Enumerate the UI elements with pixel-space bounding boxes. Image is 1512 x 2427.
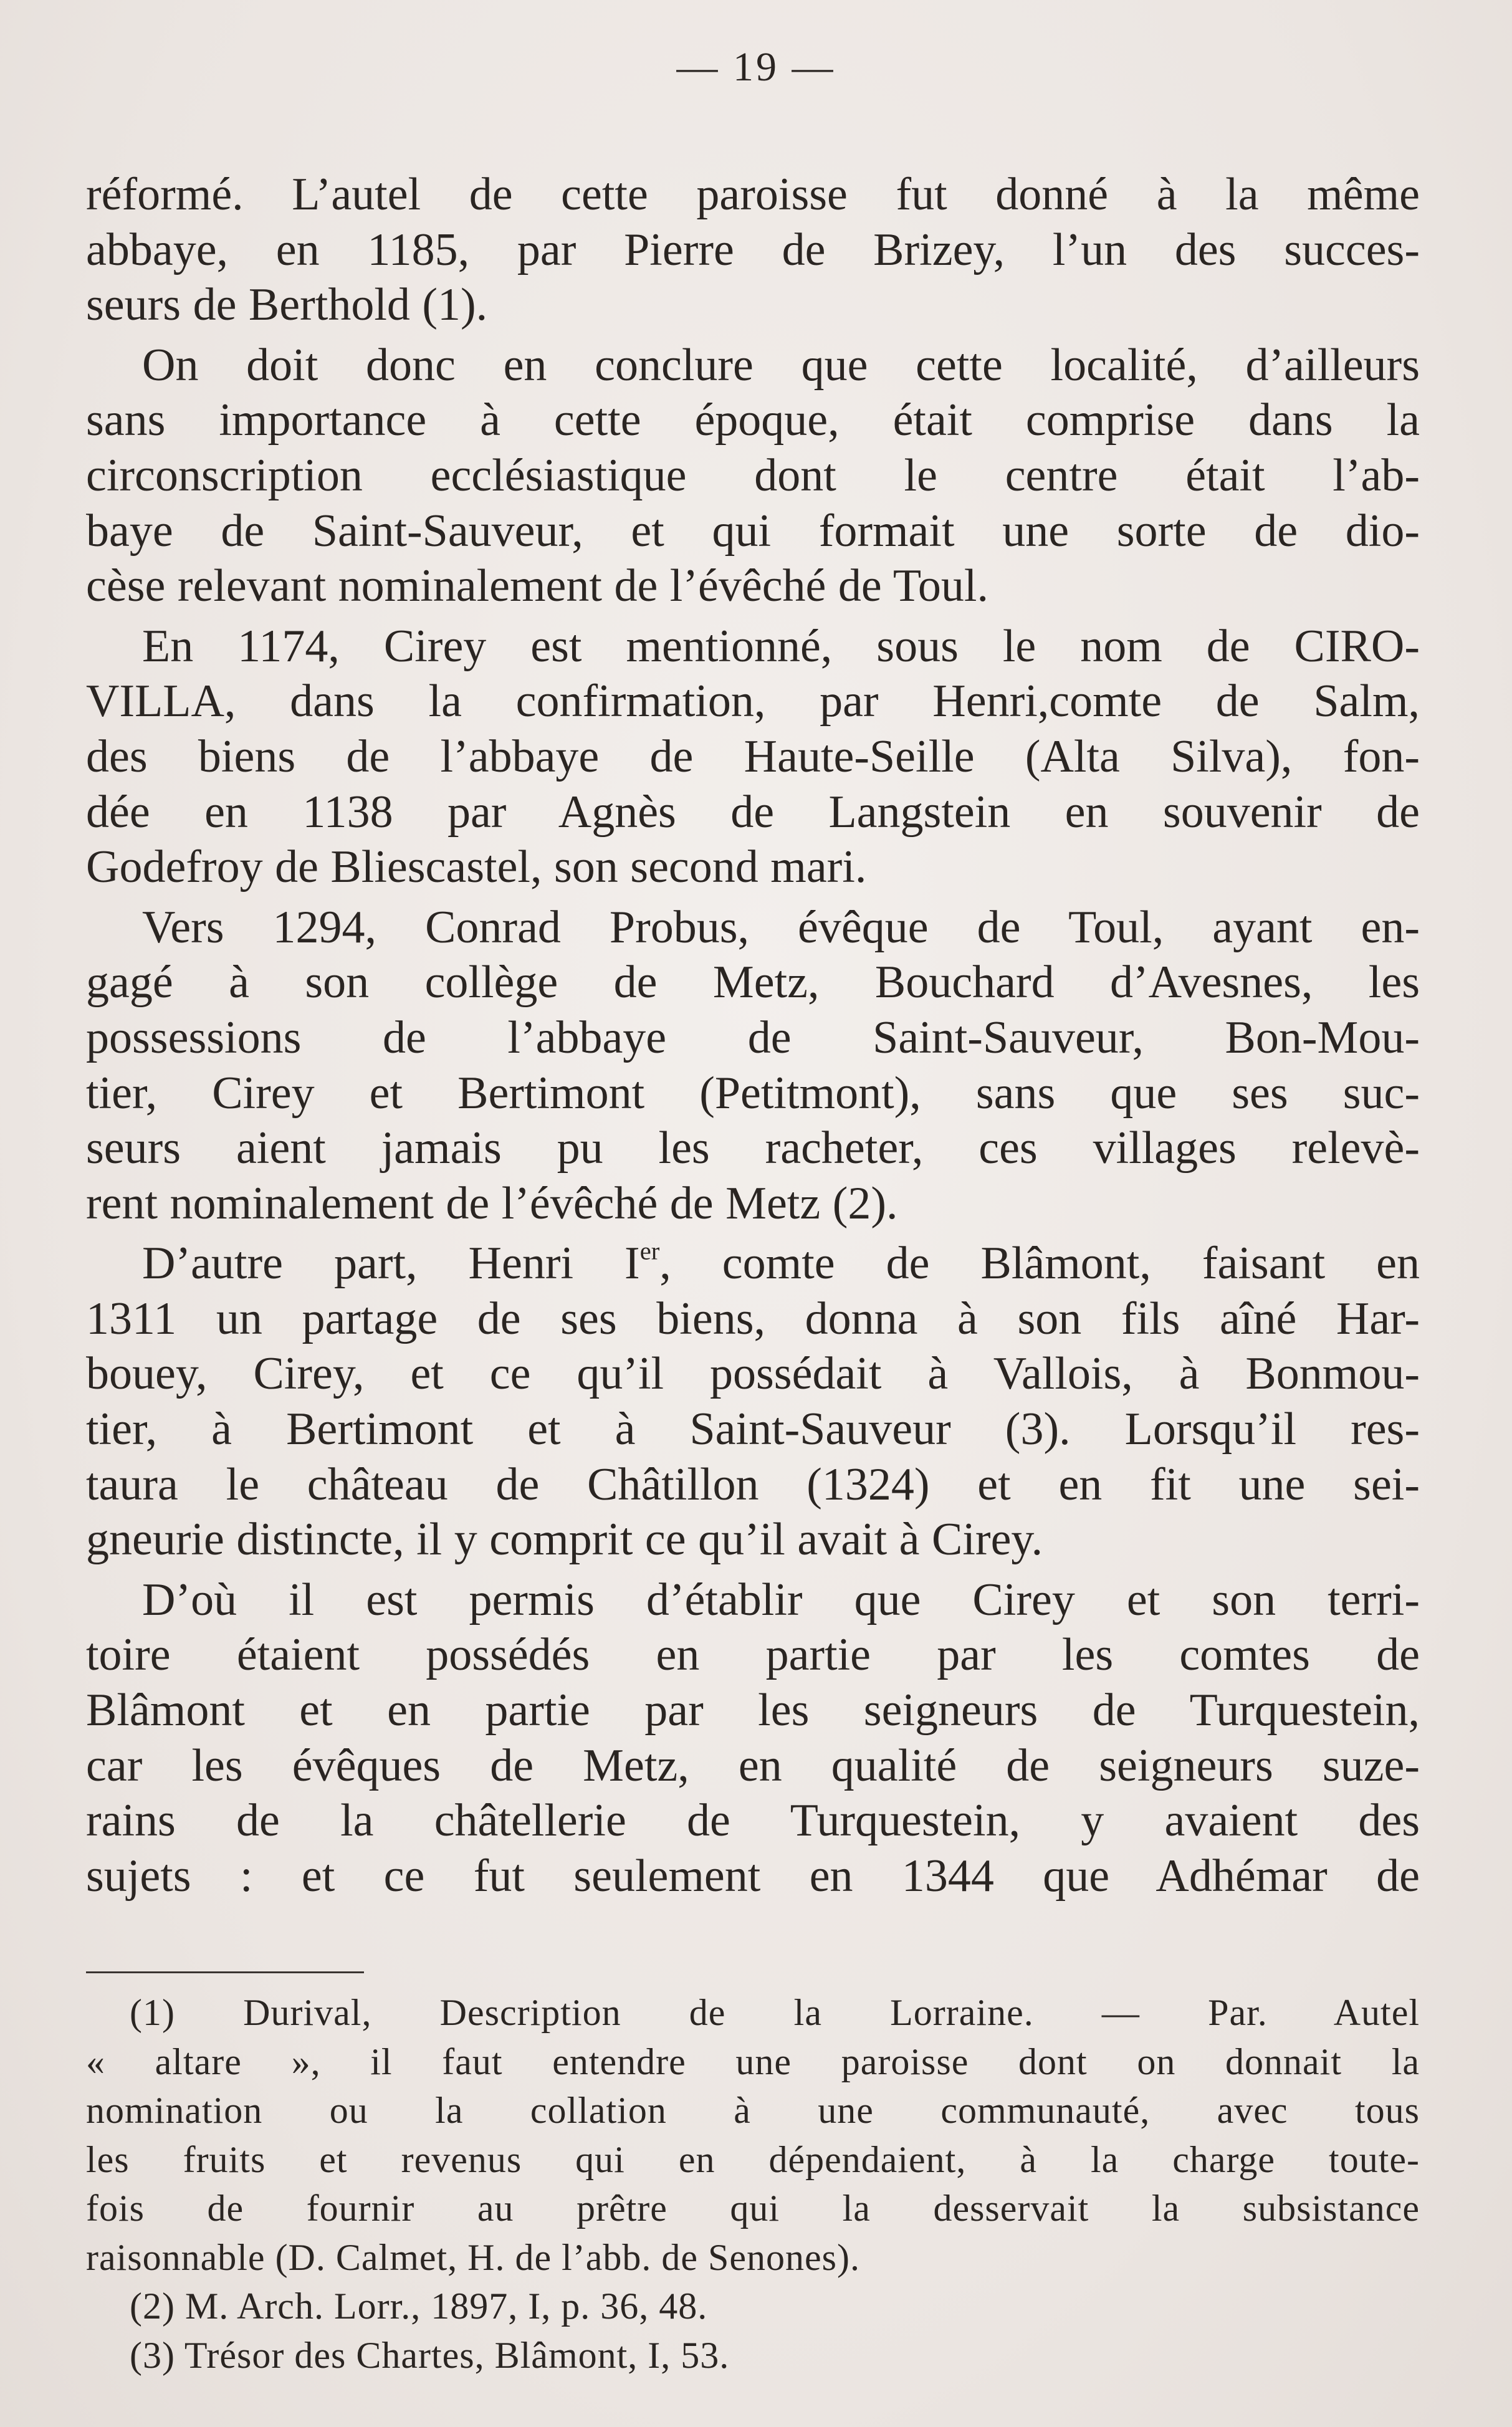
- footnote-line: « altare », il faut entendre une paroisse dont on donnait la: [86, 2041, 1420, 2082]
- text-line: baye de Saint-Sauveur, et qui formait une sorte de dio-: [86, 505, 1420, 557]
- footnote-line: raisonnable (D. Calmet, H. de l’abb. de Senones).: [86, 2236, 860, 2278]
- paragraph-6: [86, 1573, 1420, 1904]
- text-line: toire étaient possédés en partie par les comtes de: [86, 1629, 1420, 1681]
- footnote-line: fois de fournir au prêtre qui la desservait la subsistance: [86, 2188, 1420, 2229]
- text-line: circonscription ecclésiastique dont le centre était l’ab-: [86, 449, 1420, 501]
- text-line: possessions de l’abbaye de Saint-Sauveur, Bon-Mou-: [86, 1012, 1420, 1063]
- text-line: Blâmont et en partie par les seigneurs de Turquestein,: [86, 1685, 1420, 1736]
- text-line: [86, 1236, 1420, 1291]
- text-line: tier, à Bertimont et à Saint-Sauveur (3). Lorsqu’il res-: [86, 1404, 1420, 1455]
- text-line: rains de la châtellerie de Turquestein, y avaient des: [86, 1795, 1420, 1847]
- text-line: réformé. L’autel de cette paroisse fut donné à la même: [86, 169, 1420, 220]
- text-line: bouey, Cirey, et ce qu’il possédait à Vallois, à Bonmou-: [86, 1348, 1420, 1400]
- text-line: 1311 un partage de ses biens, donna à son fils aîné Har-: [86, 1293, 1420, 1344]
- footnote-line: (1) Durival, Description de la Lorraine. — Par. Autel: [130, 1992, 1420, 2033]
- footnote-line: (3) Trésor des Chartes, Blâmont, I, 53.: [130, 2334, 730, 2376]
- footnote-line: les fruits et revenus qui en dépendaient, à la charge toute-: [86, 2138, 1420, 2180]
- text-line: des biens de l’abbaye de Haute-Seille (Alta Silva), fon-: [86, 730, 1420, 782]
- text-line: tier, Cirey et Bertimont (Petitmont), sans que ses suc-: [86, 1067, 1420, 1119]
- paragraph-5: [86, 1236, 1420, 1568]
- text-line: Vers 1294, Conrad Probus, évêque de Toul, ayant en-: [142, 901, 1420, 953]
- text-line: On doit donc en conclure que cette localité, d’ailleurs: [142, 339, 1420, 391]
- paragraph-4: [86, 900, 1420, 1232]
- page-number: — 19 —: [676, 44, 836, 90]
- text-line: D’où il est permis d’établir que Cirey et son terri-: [142, 1574, 1420, 1625]
- footnote-line: nomination ou la collation à une communauté, avec tous: [86, 2090, 1420, 2131]
- paragraph-1: [86, 167, 1420, 333]
- footnote-3: [86, 2331, 1420, 2380]
- text-line: sans importance à cette époque, était comprise dans la: [86, 395, 1420, 446]
- text-line: sujets : et ce fut seulement en 1344 que Adhémar de: [86, 1850, 1420, 1902]
- text-line: Godefroy de Bliescastel, son second mari.: [86, 841, 867, 893]
- superscript: er: [639, 1237, 660, 1265]
- footnote-line: (2) M. Arch. Lorr., 1897, I, p. 36, 48.: [130, 2286, 708, 2327]
- footnote-divider: [86, 1971, 364, 1973]
- text-line: VILLA, dans la confirmation, par Henri,comte de Salm,: [86, 676, 1420, 727]
- text-line: dée en 1138 par Agnès de Langstein en souvenir de: [86, 786, 1420, 838]
- text-line: En 1174, Cirey est mentionné, sous le nom de CIRO-: [142, 620, 1420, 672]
- paragraph-2: [86, 338, 1420, 614]
- text-line: cèse relevant nominalement de l’évêché de Toul.: [86, 560, 988, 612]
- text-line: car les évêques de Metz, en qualité de seigneurs suze-: [86, 1740, 1420, 1791]
- text-line: seurs de Berthold (1).: [86, 279, 488, 331]
- text-line: seurs aient jamais pu les racheter, ces villages relevè-: [86, 1123, 1420, 1174]
- body-text: [86, 167, 1420, 1908]
- footnotes: [86, 1988, 1420, 2380]
- text-line: gneurie distincte, il y comprit ce qu’il avait à Cirey.: [86, 1514, 1043, 1566]
- text-fragment: D’autre part, Henri I: [142, 1238, 640, 1290]
- text-line: rent nominalement de l’évêché de Metz (2).: [86, 1177, 898, 1229]
- text-line: taura le château de Châtillon (1324) et en fit une sei-: [86, 1458, 1420, 1510]
- text-line: abbaye, en 1185, par Pierre de Brizey, l’un des succes-: [86, 224, 1420, 275]
- footnote-1: [86, 1988, 1420, 2282]
- paragraph-3: [86, 619, 1420, 895]
- footnote-2: [86, 2282, 1420, 2331]
- text-fragment: , comte de Blâmont, faisant en: [659, 1238, 1420, 1290]
- text-line: gagé à son collège de Metz, Bouchard d’Avesnes, les: [86, 957, 1420, 1008]
